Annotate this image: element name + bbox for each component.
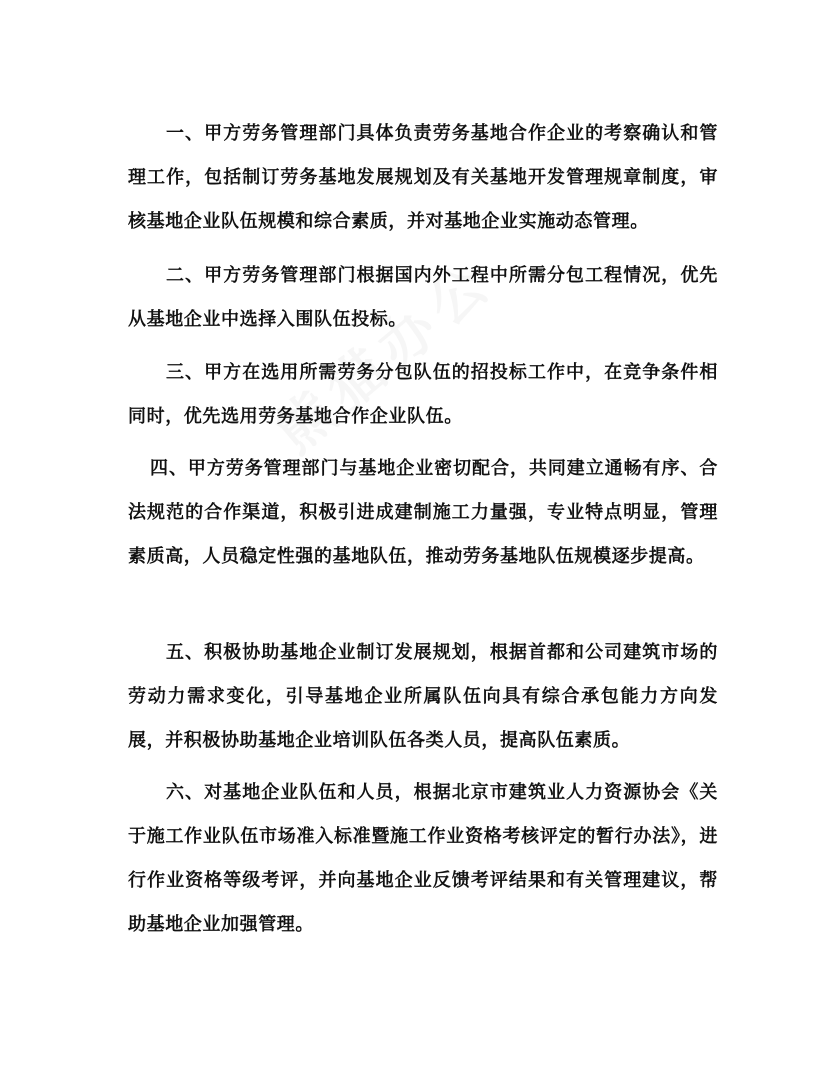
- paragraph-6: 六、对基地企业队伍和人员，根据北京市建筑业人力资源协会《关于施工作业队伍市场准入标准暨施工作业资格考核评定的暂行办法》，进行作业资格等级考评，并向基地企业反馈考评结果和有关管理建议，帮助基地企业加强管理。: [128, 782, 718, 935]
- paragraph-4: 四、甲方劳务管理部门与基地企业密切配合，共同建立通畅有序、合法规范的合作渠道，积极引进成建制施工力量强，专业特点明显，管理素质高，人员稳定性强的基地队伍，推动劳务基地队伍规模逐步提高。: [128, 458, 718, 567]
- paragraph-1: 一、甲方劳务管理部门具体负责劳务基地合作企业的考察确认和管理工作，包括制订劳务基地发展规划及有关基地开发管理规章制度，审核基地企业队伍规模和综合素质，并对基地企业实施动态管理。: [128, 123, 718, 232]
- paragraph-2: 二、甲方劳务管理部门根据国内外工程中所需分包工程情况，优先从基地企业中选择入围队伍投标。: [128, 265, 718, 330]
- paragraph-5: 五、积极协助基地企业制订发展规划，根据首都和公司建筑市场的劳动力需求变化，引导基地企业所属队伍向具有综合承包能力方向发展，并积极协助基地企业培训队伍各类人员，提高队伍素质。: [128, 642, 718, 751]
- paragraph-3: 三、甲方在选用所需劳务分包队伍的招投标工作中，在竞争条件相同时，优先选用劳务基地合作企业队伍。: [128, 362, 718, 427]
